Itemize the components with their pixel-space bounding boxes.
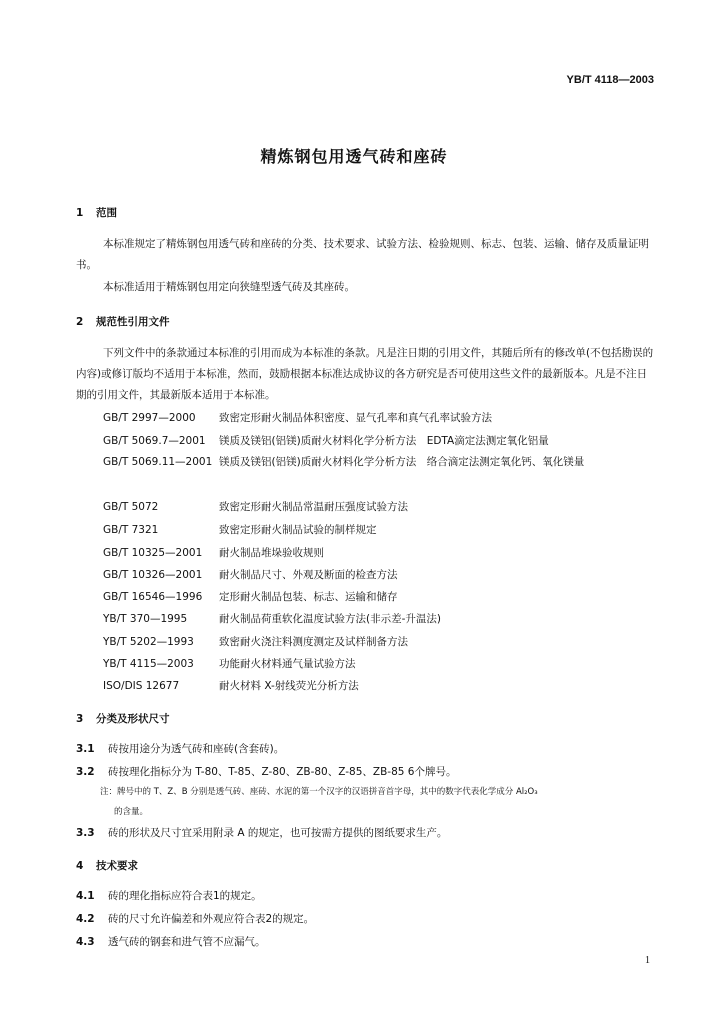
clause-4-3: 4.3 透气砖的钢套和进气管不应漏气。 bbox=[76, 936, 266, 948]
section-1-heading bbox=[76, 205, 117, 221]
clause-3-1: 3.1 砖按用途分为透气砖和座砖(含套砖)。 bbox=[76, 743, 285, 755]
section-1-paragraph-1: 本标准规定了精炼钢包用透气砖和座砖的分类、技术要求、试验方法、检验规则、标志、包装、运输、储存及质量证明书。 bbox=[76, 238, 649, 271]
clause-4-2: 4.2 砖的尺寸允许偏差和外观应符合表2的规定。 bbox=[76, 913, 315, 925]
clause-3-2: 3.2 砖按理化指标分为 T-80、T-85、Z-80、ZB-80、Z-85、ZB-85 6个牌号。 bbox=[76, 766, 457, 778]
section-title: 分类及形状尺寸 bbox=[96, 713, 170, 725]
section-3-heading bbox=[76, 711, 170, 727]
reference-item: YB/T 370—1995 耐火制品荷重软化温度试验方法(非示差-升温法) bbox=[103, 613, 441, 625]
reference-item: GB/T 5072 致密定形耐火制品常温耐压强度试验方法 bbox=[103, 501, 408, 513]
document-title: 精炼钢包用透气砖和座砖 bbox=[260, 147, 448, 166]
section-1-paragraph-2: 本标准适用于精炼钢包用定向狭缝型透气砖及其座砖。 bbox=[103, 281, 355, 293]
reference-item: GB/T 5069.11—2001 镁质及镁铝(铝镁)质耐火材料化学分析方法 络合滴定法测定氧化钙、氧化镁量 bbox=[103, 456, 585, 468]
reference-item: YB/T 4115—2003 功能耐火材料通气量试验方法 bbox=[103, 658, 356, 670]
standard-code: YB/T 4118—2003 bbox=[566, 74, 654, 86]
section-2-heading bbox=[76, 314, 170, 330]
note: 注：牌号中的 T、Z、B 分别是透气砖、座砖、水泥的第一个汉字的汉语拼音首字母，其中的数字代表化学成分 Al₂O₃ 的含量。 bbox=[100, 787, 538, 817]
section-2-intro: 下列文件中的条款通过本标准的引用而成为本标准的条款。凡是注日期的引用文件，其随后所有的修改单(不包括勘误的内容)或修订版均不适用于本标准，然而，鼓励根据本标准达成协议的各方研究是否可使用这些文件的最新版本。凡是不注日期的引用文件，其最新版本适用于本标准。 bbox=[76, 347, 654, 401]
page-number: 1 bbox=[645, 955, 650, 966]
section-number: 2 bbox=[76, 316, 84, 328]
clause-4-1: 4.1 砖的理化指标应符合表1的规定。 bbox=[76, 890, 262, 902]
section-title: 技术要求 bbox=[96, 860, 138, 872]
clause-3-3: 3.3 砖的形状及尺寸宜采用附录 A 的规定，也可按需方提供的图纸要求生产。 bbox=[76, 827, 448, 839]
reference-item: YB/T 5202—1993 致密耐火浇注料测度测定及试样制备方法 bbox=[103, 636, 408, 648]
reference-item: GB/T 10326—2001 耐火制品尺寸、外观及断面的检查方法 bbox=[103, 569, 398, 581]
section-number: 4 bbox=[76, 860, 84, 872]
reference-item: GB/T 10325—2001 耐火制品堆垛验收规则 bbox=[103, 547, 324, 559]
reference-item: GB/T 7321 致密定形耐火制品试验的制样规定 bbox=[103, 524, 377, 536]
section-title: 范围 bbox=[96, 207, 117, 219]
reference-item: GB/T 5069.7—2001 镁质及镁铝(铝镁)质耐火材料化学分析方法 EDTA滴定法测定氧化铝量 bbox=[103, 435, 549, 447]
reference-item: GB/T 16546—1996 定形耐火制品包装、标志、运输和储存 bbox=[103, 591, 398, 603]
section-title: 规范性引用文件 bbox=[96, 316, 170, 328]
reference-item: ISO/DIS 12677 耐火材料 X-射线荧光分析方法 bbox=[103, 680, 359, 692]
section-number: 1 bbox=[76, 207, 84, 219]
section-4-heading bbox=[76, 858, 138, 874]
section-number: 3 bbox=[76, 713, 84, 725]
reference-item: GB/T 2997—2000 致密定形耐火制品体积密度、显气孔率和真气孔率试验方法 bbox=[103, 412, 492, 424]
